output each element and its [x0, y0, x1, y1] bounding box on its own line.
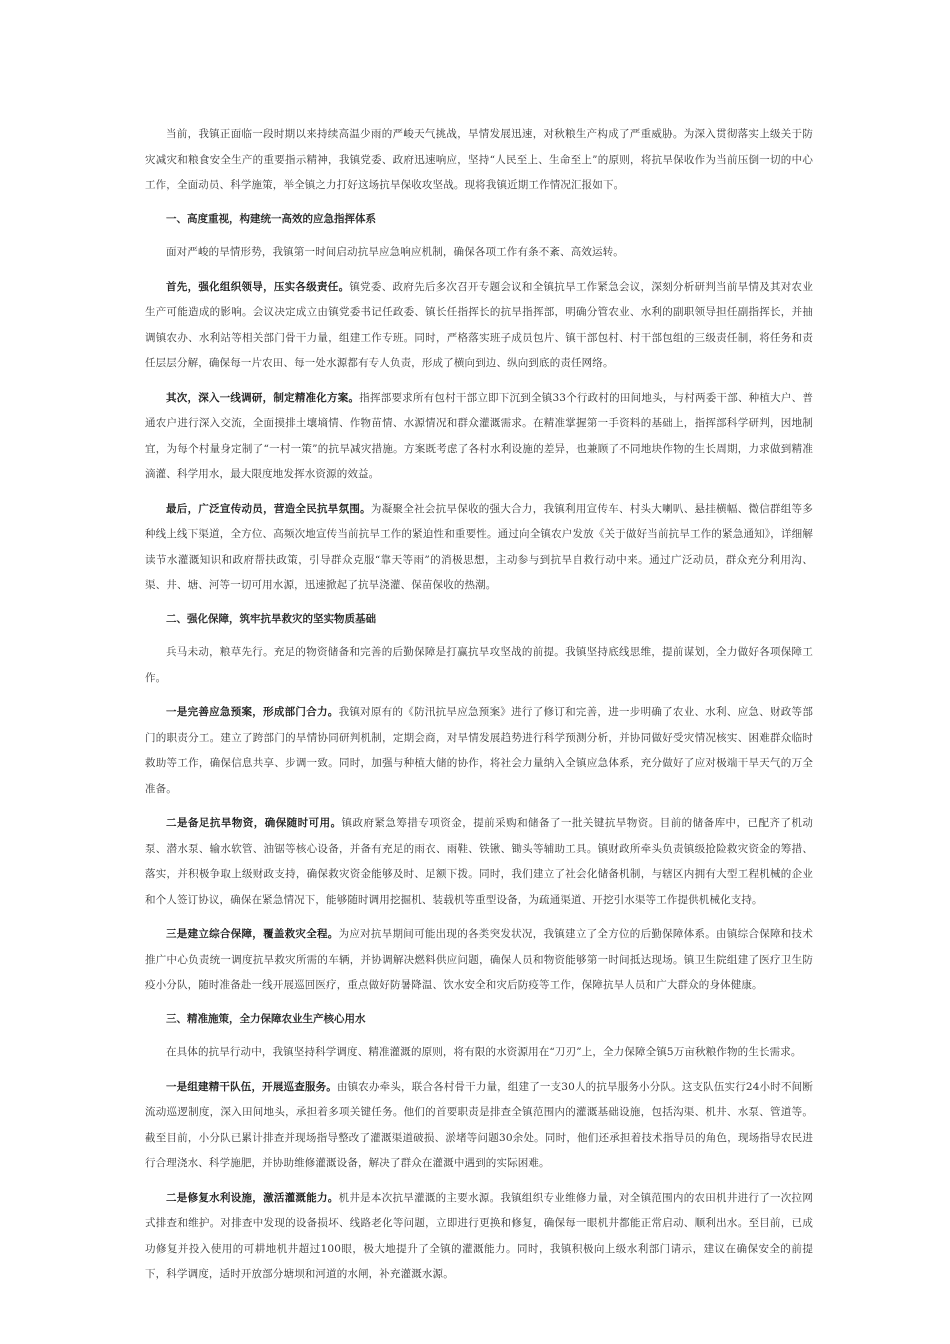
- item-lead: 三是建立综合保障，覆盖救灾全程。: [166, 928, 339, 940]
- section-2-intro: 兵马未动，粮草先行。充足的物资储备和完善的后勤保障是打赢抗旱攻坚战的前提。我镇坚持底线思维，提前谋划，全力做好各项保障工作。: [145, 646, 813, 684]
- item-lead: 二是备足抗旱物资，确保随时可用。: [166, 817, 342, 829]
- item-body: 由镇农办牵头，联合各村骨干力量，组建了一支30人的抗旱服务小分队。这支队伍实行24小时不间断流动巡逻制度，深入田间地头，承担着多项关键任务。他们的首要职责是排查全镇范围内的灌溉基础设施，包括沟渠、机井、水泵、管道等。截至目前，小分队已累计排查并现场指导整改了灌溉渠道破损、淤堵等问题30余处。同时，他们还承担着技术指导员的角色，现场指导农民进行合理浇水、科学施肥，并协助维修灌溉设备，解决了群众在灌溉中遇到的实际困难。: [145, 1080, 813, 1169]
- section-1-heading: 一、高度重视，构建统一高效的应急指挥体系: [166, 212, 376, 225]
- item-lead: 其次，深入一线调研，制定精准化方案。: [166, 391, 360, 404]
- section-2-heading: 二、强化保障，筑牢抗旱救灾的坚实物质基础: [166, 612, 376, 625]
- item-lead: 首先，强化组织领导，压实各级责任。: [166, 280, 350, 293]
- section-1-item-3: [145, 497, 813, 599]
- section-3-item-2: [145, 1186, 813, 1288]
- item-body: 为凝聚全社会抗旱保收的强大合力，我镇利用宣传车、村头大喇叭、悬挂横幅、微信群组等多种线上线下渠道，全方位、高频次地宣传当前抗旱工作的紧迫性和重要性。通过向全镇农户发放《关于做好当前抗旱工作的紧急通知》，详细解读节水灌溉知识和政府帮扶政策，引导群众克服“靠天等雨”的消极思想，主动参与到抗旱自救行动中来。通过广泛动员，群众充分利用沟、渠、井、塘、河等一切可用水源，迅速掀起了抗旱浇灌、保苗保收的热潮。: [145, 502, 813, 591]
- item-body: 镇政府紧急筹措专项资金，提前采购和储备了一批关键抗旱物资。目前的储备库中，已配齐了机动泵、潜水泵、输水软管、油锯等核心设备，并备有充足的雨衣、雨鞋、铁锹、锄头等辅助工具。镇财政所牵头负责镇级抢险救灾资金的筹措、落实，并积极争取上级财政支持，确保救灾资金能够及时、足额下拨。同时，我们建立了社会化储备机制，与辖区内拥有大型工程机械的企业和个人签订协议，确保在紧急情况下，能够随时调用挖掘机、装载机等重型设备，为疏通渠道、开挖引水渠等工作提供机械化支持。: [145, 817, 813, 906]
- item-body: 我镇对原有的《防汛抗旱应急预案》进行了修订和完善，进一步明确了农业、水利、应急、财政等部门的职责分工。建立了跨部门的旱情协同研判机制，定期会商，对旱情发展趋势进行科学预测分析，并协同做好受灾情况核实、困难群众临时救助等工作，确保信息共享、步调一致。同时，加强与种植大储的协作，将社会力量纳入全镇应急体系，充分做好了应对极端干旱天气的万全准备。: [145, 706, 813, 795]
- section-2-item-3: [145, 922, 813, 999]
- item-lead: 最后，广泛宣传动员，营造全民抗旱氛围。: [166, 502, 371, 515]
- item-lead: 一是组建精干队伍，开展巡查服务。: [166, 1080, 337, 1093]
- section-1-item-2: [145, 386, 813, 488]
- section-2-item-1: [145, 700, 813, 802]
- item-body: 镇党委、政府先后多次召开专题会议和全镇抗旱工作紧急会议，深刻分析研判当前旱情及其对农业生产可能造成的影响。会议决定成立由镇党委书记任政委、镇长任指挥长的抗旱指挥部，明确分管农业、水利的副职领导担任副指挥长，并抽调镇农办、水利站等相关部门骨干力量，组建工作专班。同时，严格落实班子成员包片、镇干部包村、村干部包组的三级责任制，将任务和责任层层分解，确保每一片农田、每一处水源都有专人负责，形成了横向到边、纵向到底的责任网络。: [145, 280, 813, 369]
- section-3-intro: 在具体的抗旱行动中，我镇坚持科学调度、精准灌溉的原则，将有限的水资源用在“刀刃”上，全力保障全镇5万亩秋粮作物的生长需求。: [166, 1046, 802, 1058]
- intro-paragraph: 当前，我镇正面临一段时期以来持续高温少雨的严峻天气挑战，旱情发展迅速，对秋粮生产构成了严重威胁。为深入贯彻落实上级关于防灾减灾和粮食安全生产的重要指示精神，我镇党委、政府迅速响应，坚持“人民至上、生命至上”的原则，将抗旱保收作为当前压倒一切的中心工作，全面动员、科学施策，举全镇之力打好这场抗旱保收攻坚战。现将我镇近期工作情况汇报如下。: [145, 128, 813, 191]
- item-body: 机井是本次抗旱灌溉的主要水源。我镇组织专业维修力量，对全镇范围内的农田机井进行了一次拉网式排查和维护。对排查中发现的设备损坏、线路老化等问题，立即进行更换和修复，确保每一眼机井都能正常启动、顺利出水。至目前，已成功修复并投入使用的可耕地机井超过100眼，极大地提升了全镇的灌溉能力。同时，我镇积极向上级水利部门请示，建议在确保安全的前提下，科学调度，适时开放部分塘坝和河道的水闸，补充灌溉水源。: [145, 1191, 813, 1280]
- item-body: 为应对抗旱期间可能出现的各类突发状况，我镇建立了全方位的后勤保障体系。由镇综合保障和技术推广中心负责统一调度抗旱救灾所需的车辆，并协调解决燃料供应问题，确保人员和物资能够第一时间抵达现场。镇卫生院组建了医疗卫生防疫小分队，随时准备赴一线开展巡回医疗，重点做好防暑降温、饮水安全和灾后防疫等工作，保障抗旱人员和广大群众的身体健康。: [145, 928, 813, 991]
- section-1-item-1: [145, 275, 813, 377]
- section-2-item-2: [145, 811, 813, 913]
- item-lead: 二是修复水利设施，激活灌溉能力。: [166, 1191, 339, 1204]
- item-body: 指挥部要求所有包村干部立即下沉到全镇33个行政村的田间地头，与村两委干部、种植大户、普通农户进行深入交流，全面摸排土壤墒情、作物苗情、水源情况和群众灌溉需求。在精准掌握第一手资料的基础上，指挥部科学研判，因地制宜，为每个村量身定制了“一村一策”的抗旱减灾措施。方案既考虑了各村水利设施的差异，也兼顾了不同地块作物的生长周期，力求做到精准滴灌、科学用水，最大限度地发挥水资源的效益。: [145, 391, 814, 480]
- section-1-intro: 面对严峻的旱情形势，我镇第一时间启动抗旱应急响应机制，确保各项工作有条不紊、高效运转。: [166, 246, 624, 258]
- section-3-item-1: [145, 1075, 813, 1177]
- section-3-heading: 三、精准施策，全力保障农业生产核心用水: [166, 1012, 366, 1025]
- report-document: [145, 122, 813, 1288]
- item-lead: 一是完善应急预案，形成部门合力。: [166, 706, 339, 718]
